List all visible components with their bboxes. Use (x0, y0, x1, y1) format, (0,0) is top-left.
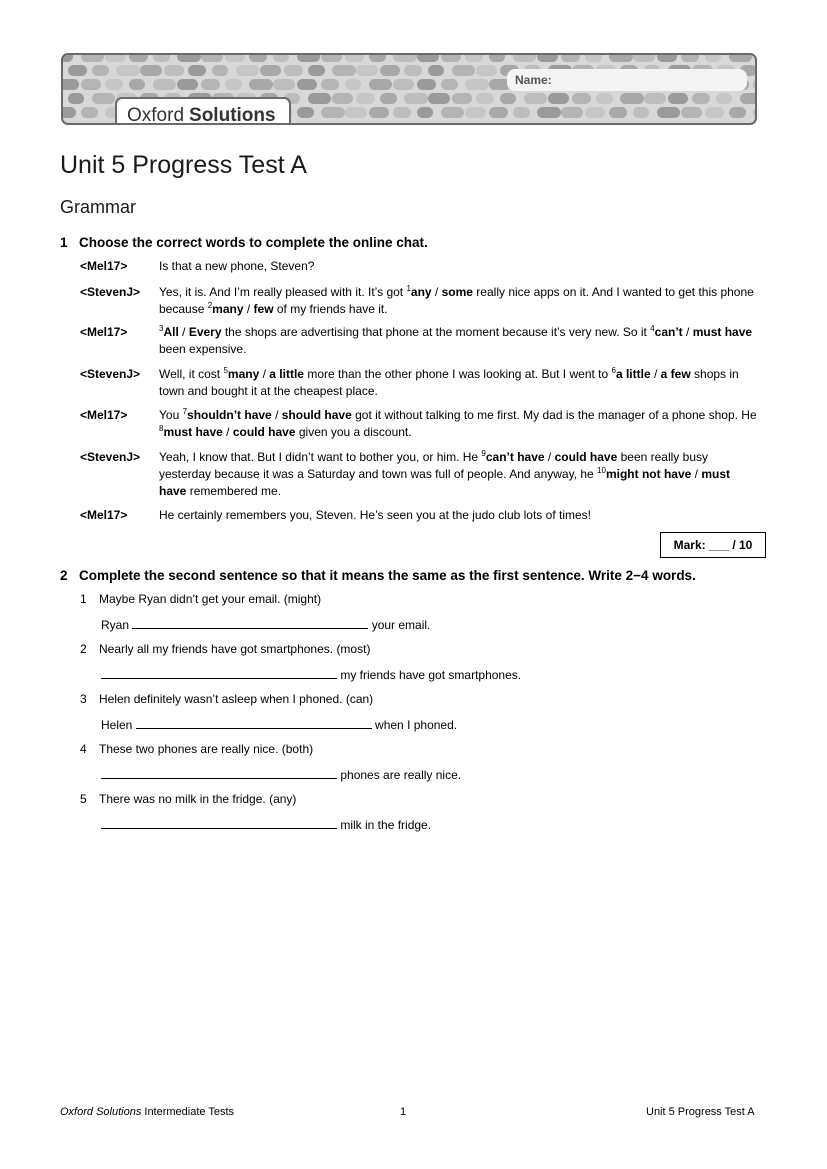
chat-text: Yes, it is. And I’m really pleased with it. It’s got $^1$any / some really nice apps on it. And I wanted to get this phone because $^2$many / few of my friends have it. (159, 284, 754, 316)
pattern-pill (284, 65, 303, 76)
answer-lead: Ryan (101, 618, 130, 632)
chat-speaker: <Mel17> (80, 408, 128, 422)
pattern-pill (513, 55, 536, 62)
pattern-pill (441, 55, 461, 62)
pattern-pill (345, 79, 361, 90)
pattern-pill (140, 65, 162, 76)
pattern-pill (116, 65, 140, 76)
pattern-pill (561, 107, 583, 118)
exercise-prompt (80, 792, 296, 806)
pattern-pill (369, 79, 392, 90)
item-number: 3 (80, 692, 87, 706)
pattern-pill (585, 107, 605, 118)
pattern-pill (297, 79, 317, 90)
answer-tail: when I phoned. (375, 718, 458, 732)
footer-right: Unit 5 Progress Test A (646, 1106, 755, 1118)
chat-text: He certainly remembers you, Steven. He’s seen you at the judo club lots of times! (159, 508, 591, 522)
answer-line (101, 667, 521, 682)
pattern-pill (417, 55, 439, 62)
pattern-pill (225, 55, 245, 62)
pattern-pill (153, 55, 170, 62)
question-number: 1 (60, 235, 68, 250)
pattern-pill (753, 79, 755, 90)
pattern-pill (332, 65, 356, 76)
prompt-text: Nearly all my friends have got smartphones. (most) (99, 642, 371, 656)
pattern-pill (273, 79, 295, 90)
pattern-pill (753, 107, 755, 118)
chat-speaker: <StevenJ> (80, 285, 141, 299)
pattern-pill (716, 93, 732, 104)
question-number: 2 (60, 568, 68, 583)
pattern-pill (609, 55, 633, 62)
pattern-pill (561, 55, 580, 62)
pattern-pill (740, 93, 755, 104)
pattern-pill (692, 93, 710, 104)
answer-blank[interactable] (136, 717, 372, 729)
page-number: 1 (400, 1106, 407, 1118)
pattern-pill (249, 55, 267, 62)
header-banner (61, 53, 757, 125)
oxford-solutions-logo (115, 97, 291, 125)
pattern-pill (63, 55, 73, 62)
pattern-pill (428, 93, 450, 104)
pattern-pill (609, 107, 627, 118)
pattern-pill (644, 93, 666, 104)
pattern-pill (729, 55, 752, 62)
pattern-pill (321, 79, 339, 90)
footer-book: Intermediate Tests (141, 1106, 235, 1118)
pattern-pill (177, 79, 198, 90)
pattern-pill (201, 55, 223, 62)
answer-tail: milk in the fridge. (340, 818, 432, 832)
pattern-pill (476, 65, 497, 76)
pattern-pill (92, 93, 115, 104)
pattern-pill (177, 55, 201, 62)
question-instruction: Choose the correct words to complete the online chat. (79, 235, 428, 250)
pattern-pill (452, 65, 475, 76)
footer-left (60, 1106, 234, 1118)
prompt-text: There was no milk in the fridge. (any) (99, 792, 297, 806)
pattern-pill (705, 55, 721, 62)
pattern-pill (441, 79, 458, 90)
pattern-pill (297, 55, 320, 62)
question-1-heading (60, 235, 428, 250)
question-2-heading (60, 568, 696, 583)
footer-series: Oxford Solutions (60, 1106, 142, 1118)
exercise-prompt (80, 642, 370, 656)
pattern-pill (332, 93, 353, 104)
pattern-pill (476, 93, 494, 104)
pattern-pill (380, 65, 400, 76)
pattern-pill (260, 65, 281, 76)
answer-blank[interactable] (101, 667, 337, 679)
pattern-pill (417, 107, 433, 118)
pattern-pill (681, 55, 699, 62)
pattern-pill (441, 107, 464, 118)
pattern-pill (524, 93, 547, 104)
answer-line (101, 617, 430, 632)
exercise-prompt (80, 592, 321, 606)
section-heading: Grammar (60, 197, 136, 217)
pattern-pill (393, 79, 414, 90)
prompt-text: Maybe Ryan didn’t get your email. (might) (99, 592, 322, 606)
pattern-pill (585, 55, 602, 62)
pattern-pill (404, 65, 422, 76)
pattern-pill (188, 65, 206, 76)
chat-text: Is that a new phone, Steven? (159, 259, 315, 273)
name-field[interactable] (507, 69, 747, 91)
item-number: 4 (80, 742, 87, 756)
answer-blank[interactable] (101, 817, 337, 829)
pattern-pill (308, 65, 325, 76)
pattern-pill (489, 55, 505, 62)
question-instruction: Complete the second sentence so that it means the same as the first sentence. Write 2−4 words. (79, 568, 696, 583)
chat-speaker: <StevenJ> (80, 450, 141, 464)
pattern-pill (633, 107, 649, 118)
pattern-pill (668, 93, 688, 104)
pattern-pill (153, 79, 176, 90)
chat-text: $^3$All / Every the shops are advertising that phone at the moment because it’s very new. So it $^4$can’t / must have been expensive. (159, 324, 753, 356)
pattern-pill (92, 65, 109, 76)
pattern-pill (393, 55, 417, 62)
answer-blank[interactable] (101, 767, 337, 779)
pattern-pill (729, 107, 746, 118)
pattern-pill (164, 65, 184, 76)
answer-tail: my friends have got smartphones. (340, 668, 522, 682)
logo-word-solutions: Solutions (189, 105, 276, 125)
page-title: Unit 5 Progress Test A (60, 151, 307, 179)
pattern-pill (345, 55, 364, 62)
pattern-pill (321, 107, 345, 118)
item-number: 2 (80, 642, 87, 656)
pattern-pill (465, 55, 483, 62)
item-number: 1 (80, 592, 87, 606)
pattern-pill (356, 65, 378, 76)
pattern-pill (273, 55, 289, 62)
prompt-text: Helen definitely wasn’t asleep when I phoned. (can) (99, 692, 374, 706)
logo-word-oxford: Oxford (127, 105, 185, 125)
pattern-pill (129, 79, 145, 90)
pattern-pill (705, 107, 724, 118)
name-label: Name: (515, 73, 552, 87)
pattern-pill (81, 55, 104, 62)
chat-speaker: <StevenJ> (80, 367, 141, 381)
mark-box[interactable]: Mark: ___ / 10 (660, 532, 766, 558)
pattern-pill (345, 107, 367, 118)
chat-speaker: <Mel17> (80, 508, 128, 522)
pattern-pill (201, 79, 220, 90)
pattern-pill (249, 79, 273, 90)
pattern-pill (620, 93, 644, 104)
pattern-pill (489, 107, 508, 118)
chat-speaker: <Mel17> (80, 325, 128, 339)
pattern-pill (308, 93, 331, 104)
pattern-pill (657, 107, 680, 118)
pattern-pill (321, 55, 342, 62)
pattern-pill (537, 55, 558, 62)
exercise-prompt (80, 692, 373, 706)
answer-tail: phones are really nice. (340, 768, 462, 782)
pattern-pill (105, 79, 123, 90)
answer-lead: Helen (101, 718, 133, 732)
pattern-pill (465, 107, 486, 118)
pattern-pill (212, 65, 228, 76)
pattern-pill (500, 93, 516, 104)
pattern-pill (81, 79, 101, 90)
pattern-pill (753, 55, 755, 62)
answer-blank[interactable] (132, 617, 368, 629)
pattern-pill (572, 93, 591, 104)
pattern-pill (633, 55, 655, 62)
answer-tail: your email. (371, 618, 431, 632)
pattern-pill (513, 107, 530, 118)
answer-line (101, 817, 431, 832)
pattern-pill (225, 79, 242, 90)
pattern-pill (81, 107, 98, 118)
pattern-pill (596, 93, 613, 104)
chat-speaker: <Mel17> (80, 259, 128, 273)
pattern-pill (63, 107, 76, 118)
exercise-prompt (80, 742, 313, 756)
chat-text: Well, it cost $^5$many / a little more than the other phone I was looking at. But I went to $^6$a little / a few shops in town and bought it at the cheapest place. (159, 366, 739, 398)
pattern-pill (369, 55, 386, 62)
answer-line (101, 767, 461, 782)
pattern-pill (356, 93, 375, 104)
pattern-pill (417, 79, 436, 90)
pattern-pill (297, 107, 314, 118)
pattern-pill (537, 107, 561, 118)
pattern-pill (63, 79, 79, 90)
pattern-pill (548, 93, 569, 104)
pattern-pill (129, 55, 148, 62)
item-number: 5 (80, 792, 87, 806)
pattern-pill (105, 55, 126, 62)
pattern-pill (452, 93, 472, 104)
prompt-text: These two phones are really nice. (both) (99, 742, 314, 756)
pattern-pill (465, 79, 489, 90)
pattern-pill (404, 93, 428, 104)
pattern-pill (236, 65, 259, 76)
pattern-pill (393, 107, 411, 118)
pattern-pill (428, 65, 444, 76)
pattern-pill (68, 93, 84, 104)
pattern-pill (369, 107, 389, 118)
answer-line (101, 717, 457, 732)
pattern-pill (657, 55, 677, 62)
pattern-pill (68, 65, 87, 76)
pattern-pill (681, 107, 702, 118)
chat-text: You $^7$shouldn’t have / should have got it without talking to me first. My dad is the manager of a phone shop. He $^8$must have / could have given you a discount. (159, 407, 757, 439)
pattern-pill (380, 93, 397, 104)
chat-text: Yeah, I know that. But I didn’t want to bother you, or him. He $^9$can’t have / could have been really busy yesterday because it was a Saturday and town was full of people. And anyway, he $^{10}$might not have / must have remembered me. (159, 449, 730, 498)
